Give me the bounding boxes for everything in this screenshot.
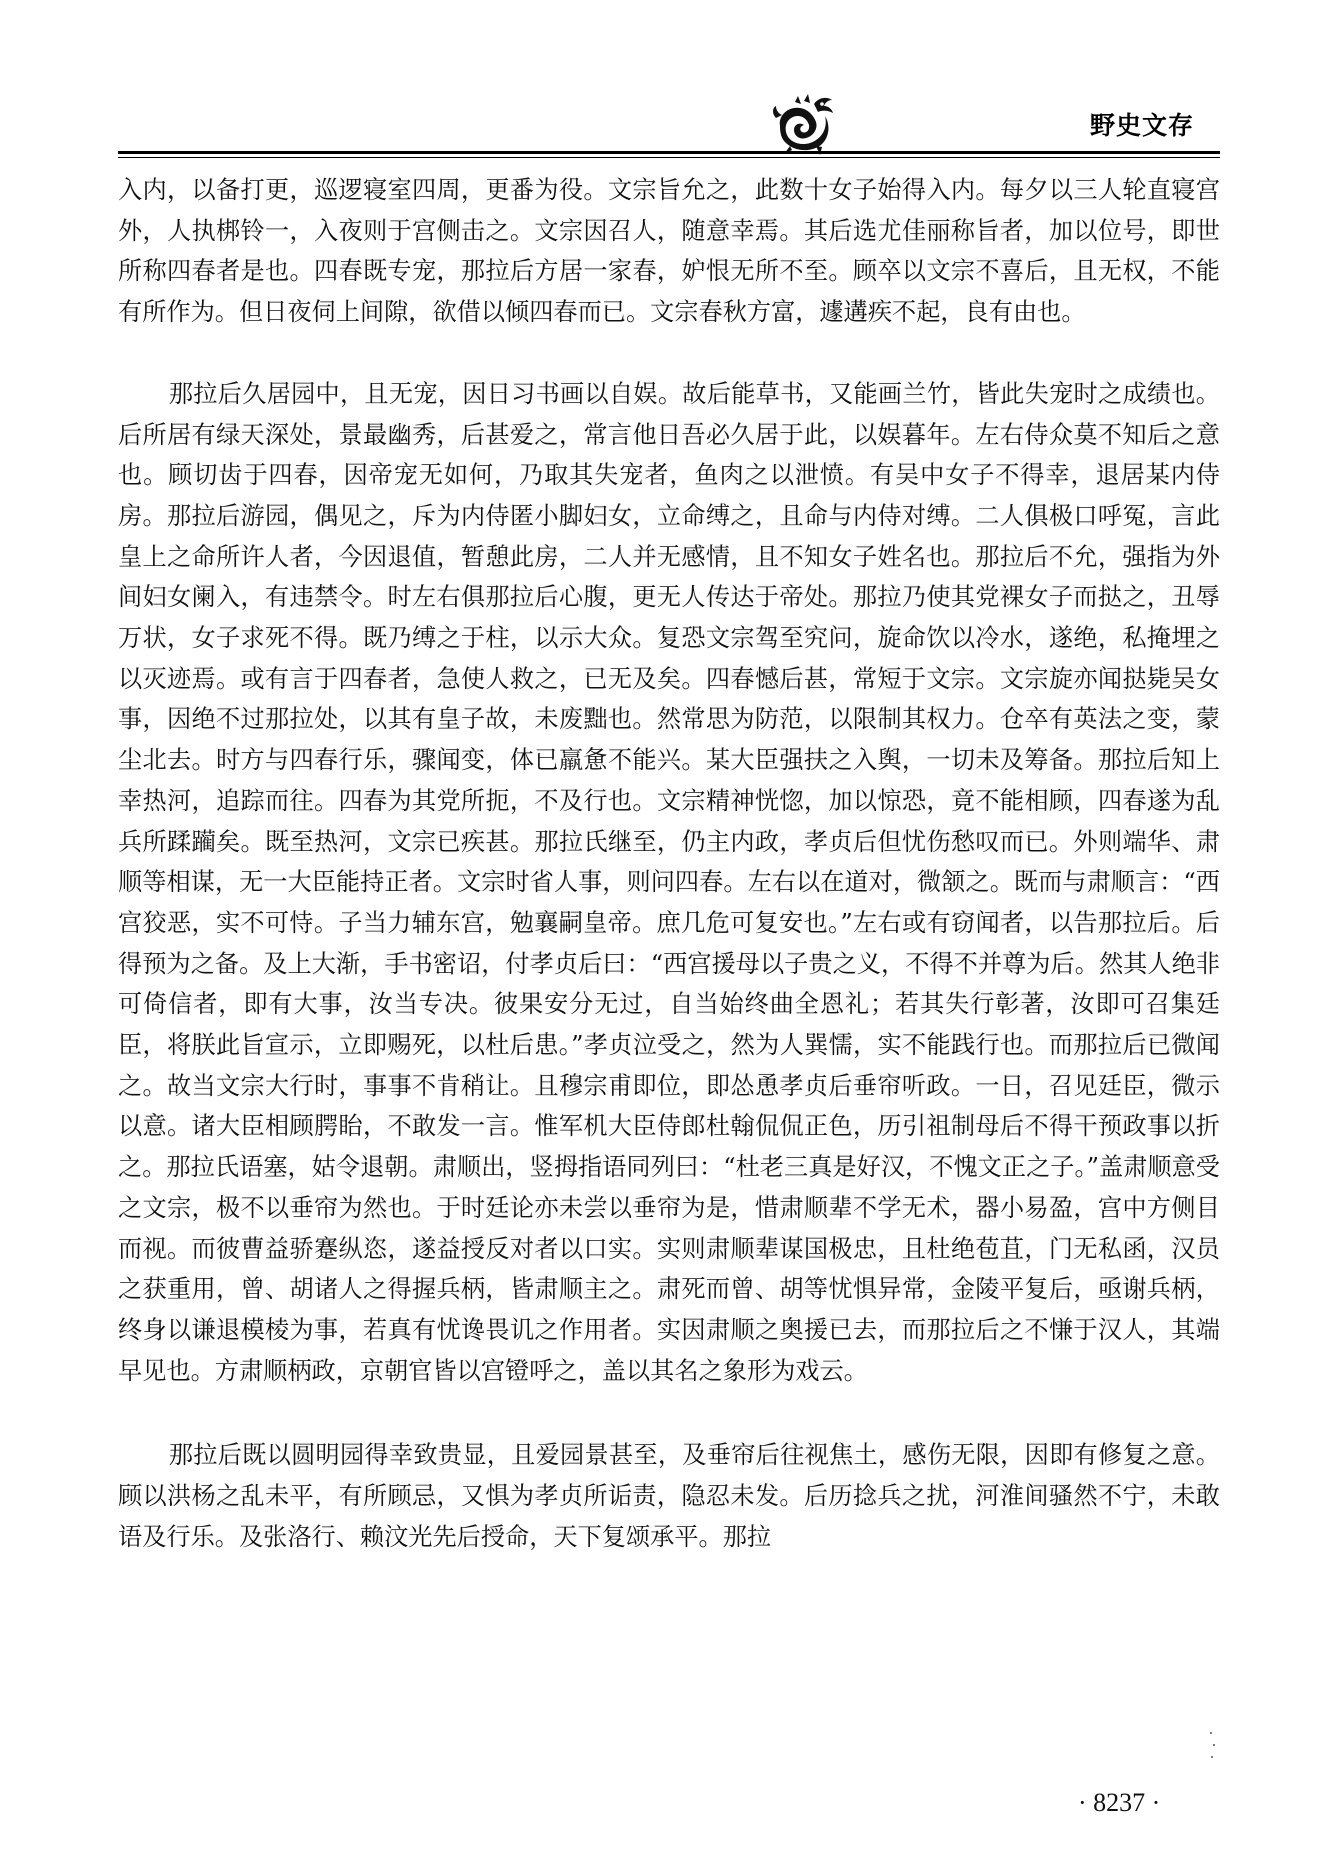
header-rule-thin (118, 157, 1220, 158)
scan-speck (1210, 1732, 1212, 1734)
dragon-emblem-icon (770, 88, 840, 158)
paragraph-gap (118, 1391, 1220, 1435)
scan-speck (1211, 1756, 1213, 1758)
article-body (118, 170, 1220, 1558)
paragraph: 那拉后既以圆明园得幸致贵显，且爱园景甚至，及垂帘后往视焦土，感伤无限，因即有修复之意。顾以洪杨之乱未平，有所顾忌，又惧为孝贞所诟责，隐忍未发。后历捻兵之扰，河淮间骚然不宁，未敢语及行乐。及张洛行、赖汶光先后授命，天下复颂承平。那拉 (118, 1441, 1220, 1551)
running-title: 野史文存 (1090, 111, 1195, 140)
header-rule (118, 151, 1220, 154)
paragraph-gap (118, 333, 1220, 374)
page-number: · 8237 · (1078, 1788, 1161, 1817)
paragraph-continued: 入内，以备打更，巡逻寝室四周，更番为役。文宗旨允之，此数十女子始得入内。每夕以三人轮直寝宫外，人执梆铃一，入夜则于宫侧击之。文宗因召人，随意幸焉。其后选尤佳丽称旨者，加以位号，即世所称四春者是也。四春既专宠，那拉后方居一家春，妒恨无所不至。顾卒以文宗不喜后，且无权，不能有所作为。但日夜伺上间隙，欲借以倾四春而已。文宗春秋方富，遽遘疾不起，良有由也。 (118, 176, 1220, 327)
paragraph: 那拉后久居园中，且无宠，因日习书画以自娱。故后能草书，又能画兰竹，皆此失宠时之成绩也。后所居有绿天深处，景最幽秀，后甚爱之，常言他日吾必久居于此，以娱暮年。左右侍众莫不知后之意也。顾切齿于四春，因帝宠无如何，乃取其失宠者，鱼肉之以泄愤。有吴中女子不得幸，退居某内侍房。那拉后游园，偶见之，斥为内侍匿小脚妇女，立命缚之，且命与内侍对缚。二人俱极口呼冤，言此皇上之命所许人者，今因退值，暂憩此房，二人并无感情，且不知女子姓名也。那拉后不允，强指为外间妇女阑入，有违禁令。时左右俱那拉后心腹，更无人传达于帝处。那拉乃使其党裸女子而挞之，丑辱万状，女子求死不得。既乃缚之于柱，以示大众。复恐文宗驾至究问，旋命饮以冷水，遂绝，私掩埋之以灭迹焉。或有言于四春者，急使人救之，已无及矣。四春憾后甚，常短于文宗。文宗旋亦闻挞毙吴女事，因绝不过那拉处，以其有皇子故，未废黜也。然常思为防范，以限制其权力。仓卒有英法之变，蒙尘北去。时方与四春行乐，骤闻变，体已羸惫不能兴。某大臣强扶之入舆，一切未及筹备。那拉后知上幸热河，追踪而往。四春为其党所扼，不及行也。文宗精神恍惚，加以惊恐，竟不能相顾，四春遂为乱兵所蹂躏矣。既至热河，文宗已疾甚。那拉氏继至，仍主内政，孝贞后但忧伤愁叹而已。外则端华、肃顺等相谋，无一大臣能持正者。文宗时省人事，则问四春。左右以在道对，微颔之。既而与肃顺言：“西宫狡恶，实不可恃。子当力辅东宫，勉襄嗣皇帝。庶几危可复安也。”左右或有窃闻者，以告那拉后。后得预为之备。及上大渐，手书密诏，付孝贞后曰：“西宫援母以子贵之义，不得不并尊为后。然其人绝非可倚信者，即有大事，汝当专决。彼果安分无过，自当始终曲全恩礼；若其失行彰著，汝即可召集廷臣，将朕此旨宣示，立即赐死，以杜后患。”孝贞泣受之，然为人巽懦，实不能践行也。而那拉后已微闻之。故当文宗大行时，事事不肯稍让。且穆宗甫即位，即怂恿孝贞后垂帘听政。一日，召见廷臣，微示以意。诸大臣相顾腭眙，不敢发一言。惟军机大臣侍郎杜翰侃侃正色，历引祖制母后不得干预政事以折之。那拉氏语塞，姑令退朝。肃顺出，竖拇指语同列曰：“杜老三真是好汉，不愧文正之子。”盖肃顺意受之文宗，极不以垂帘为然也。于时廷论亦未尝以垂帘为是，惜肃顺辈不学无术，器小易盈，宫中方侧目而视。而彼曹益骄蹇纵恣，遂益授反对者以口实。实则肃顺辈谋国极忠，且杜绝苞苴，门无私函，汉员之获重用，曾、胡诸人之得握兵柄，皆肃顺主之。肃死而曾、胡等忧惧异常，金陵平复后，亟谢兵柄，终身以谦退模棱为事，若真有忧谗畏讥之作用者。实因肃顺之奥援已去，而那拉后之不慊于汉人，其端早见也。方肃顺柄政，京朝官皆以宫镫呼之，盖以其名之象形为戏云。 (118, 379, 1220, 1385)
scan-speck (1213, 1744, 1215, 1746)
page-header (0, 0, 1322, 170)
